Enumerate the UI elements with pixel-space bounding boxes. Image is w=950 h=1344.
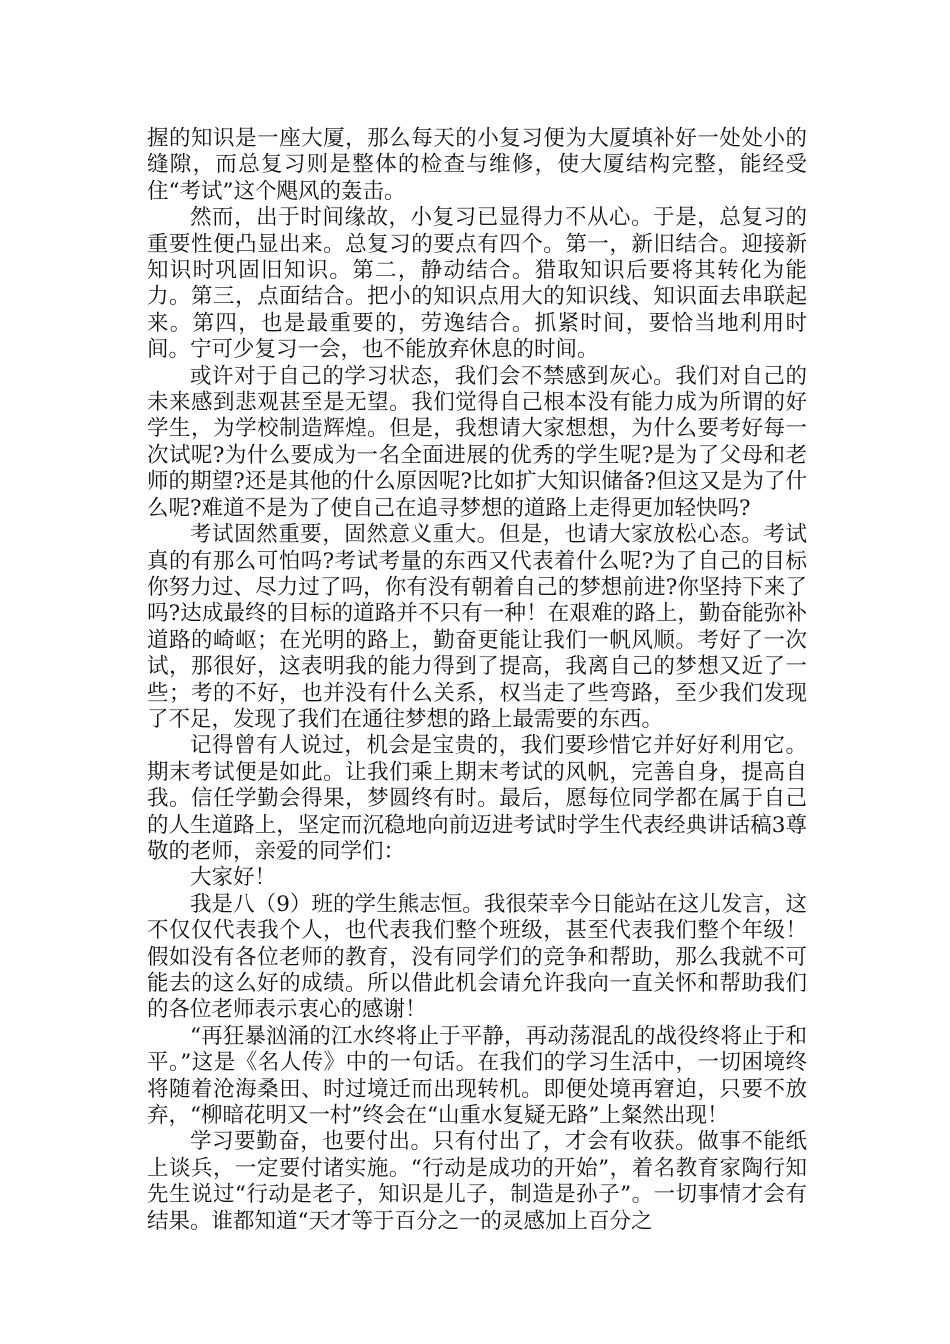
document-body (147, 126, 807, 1235)
paragraph-opportunity: 记得曾有人说过，机会是宝贵的，我们要珍惜它并好好利用它。期末考试便是如此。让我们乘上期末考试的风帆，完善自身，提高自我。信任学勤会得果，梦圆终有时。最后，愿每位同学都在属于自己的人生道路上，坚定而沉稳地向前迈进考试时学生代表经典讲话稿3尊敬的老师，亲爱的同学们： (147, 733, 807, 864)
paragraph-exam-mindset: 考试固然重要，固然意义重大。但是，也请大家放松心态。考试真的有那么可怕吗?考试考量的东西又代表着什么呢?为了自己的目标你努力过、尽力过了吗，你有没有朝着自己的梦想前进?你坚持下来了吗?达成最终的目标的道路并不只有一种！在艰难的路上，勤奋能弥补道路的崎岖；在光明的路上，勤奋更能让我们一帆风顺。考好了一次试，那很好，这表明我的能力得到了提高，我离自己的梦想又近了一些；考的不好，也并没有什么关系，权当走了些弯路，至少我们发现了不足，发现了我们在通往梦想的路上最需要的东西。 (147, 522, 807, 732)
paragraph-greeting: 大家好！ (190, 865, 277, 891)
paragraph-review-building: 握的知识是一座大厦，那么每天的小复习便为大厦填补好一处处小的缝隙，而总复习则是整体的检查与维修，使大厦结构完整，能经受住“考试”这个飓风的轰击。 (147, 126, 807, 204)
paragraph-diligence: 学习要勤奋，也要付出。只有付出了，才会有收获。做事不能纸上谈兵，一定要付诸实施。“行动是成功的开始”，着名教育家陶行知先生说过“行动是老子，知识是儿子，制造是孙子”。一切事情才会有结果。谁都知道“天才等于百分之一的灵感加上百分之 (147, 1129, 807, 1234)
paragraph-self-introduction: 我是八（9）班的学生熊志恒。我很荣幸今日能站在这儿发言，这不仅仅代表我个人，也代表我们整个班级，甚至代表我们整个年级！假如没有各位老师的教育，没有同学们的竞争和帮助，那么我就不可能去的这么好的成绩。所以借此机会请允许我向一直关怀和帮助我们的各位老师表示衷心的感谢！ (147, 891, 807, 1023)
paragraph-quotation: “再狂暴汹涌的江水终将止于平静，再动荡混乱的战役终将止于和平。”这是《名人传》中的一句话。在我们的学习生活中，一切困境终将随着沧海桑田、时过境迁而出现转机。即便处境再窘迫，只要不放弃，“柳暗花明又一村”终会在“山重水复疑无路”上粲然出现！ (147, 1023, 807, 1129)
paragraph-learning-state: 或许对于自己的学习状态，我们会不禁感到灰心。我们对自己的未来感到悲观甚至是无望。我们觉得自己根本没有能力成为所谓的好学生，为学校制造辉煌。但是，我想请大家想想，为什么要考好每一次试呢?为什么要成为一名全面进展的优秀的学生呢?是为了父母和老师的期望?还是其他的什么原因呢?比如扩大知识储备?但这又是为了什么呢?难道不是为了使自己在追寻梦想的道路上走得更加轻快吗? (147, 363, 807, 521)
paragraph-review-key-points: 然而，出于时间缘故，小复习已显得力不从心。于是，总复习的重要性便凸显出来。总复习的要点有四个。第一，新旧结合。迎接新知识时巩固旧知识。第二，静动结合。猎取知识后要将其转化为能力。第三，点面结合。把小的知识点用大的知识线、知识面去串联起来。第四，也是最重要的，劳逸结合。抓紧时间，要恰当地利用时间。宁可少复习一会，也不能放弃休息的时间。 (147, 205, 807, 363)
